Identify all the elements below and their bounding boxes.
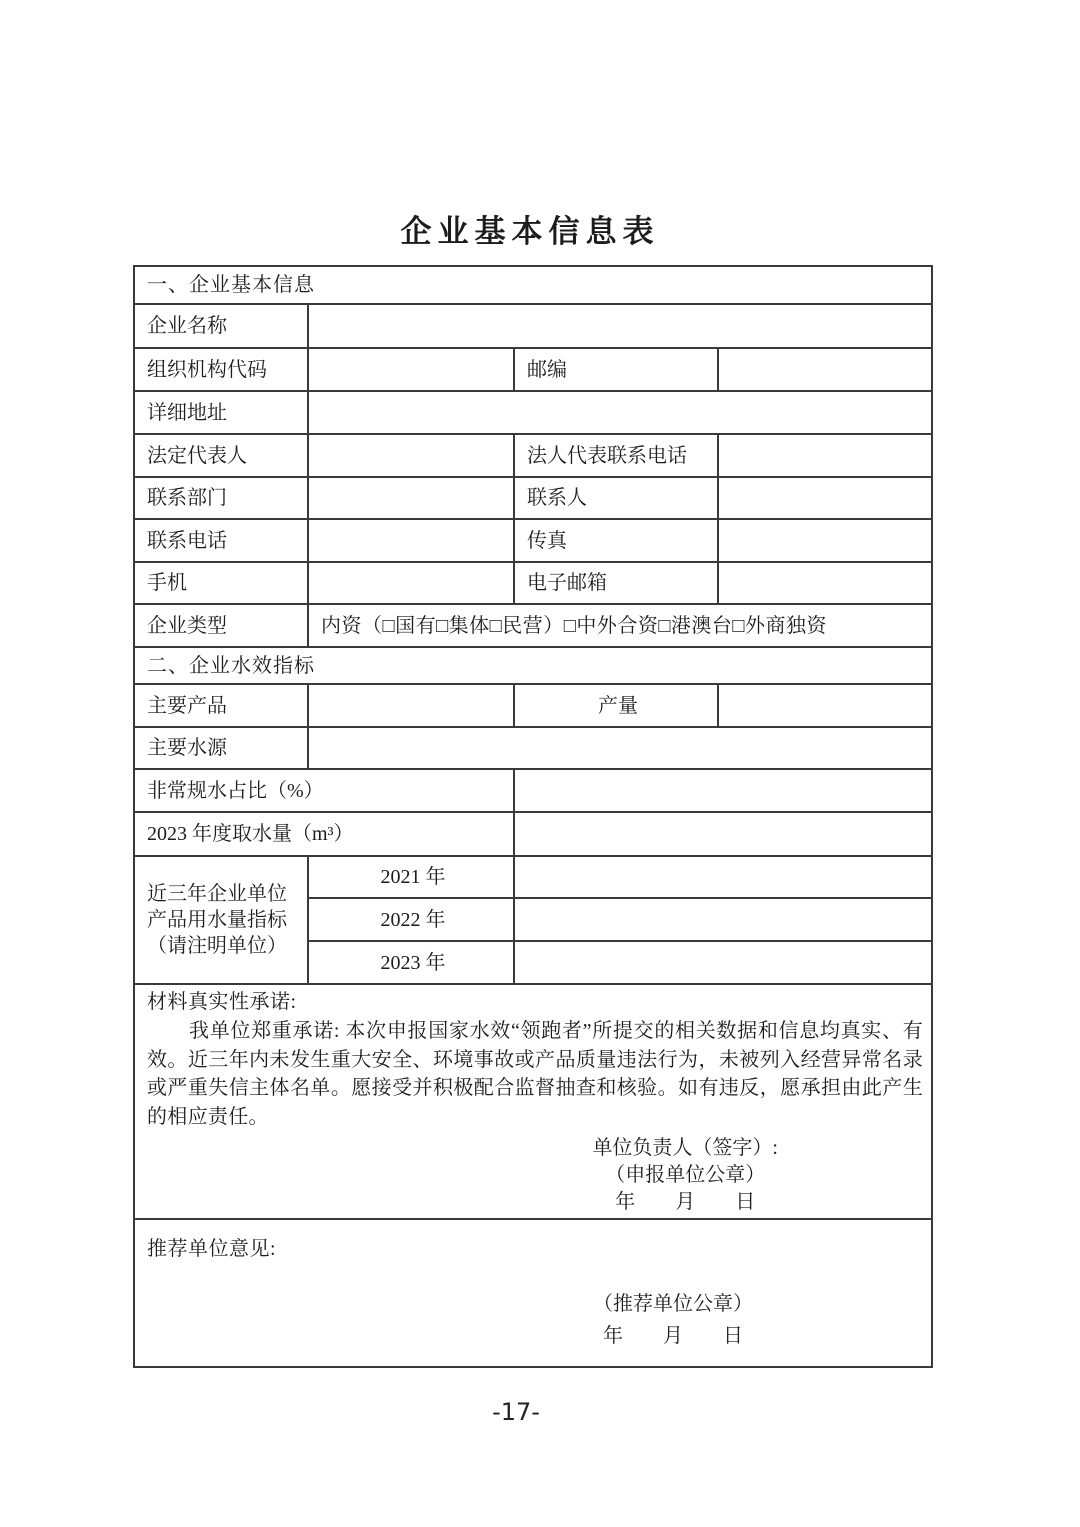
applicant-seal-line: （申报单位公章） [605,1164,766,1187]
contact-person-label: 联系人 [514,477,718,519]
year-2023-label: 2023 年 [308,941,514,984]
unconventional-water-ratio-value-cell [514,769,932,812]
commitment-title: 材料真实性承诺: [147,991,297,1013]
table-row [134,727,932,769]
fax-label: 传真 [514,519,718,562]
year-2021-value-cell [514,856,932,898]
water-intake-2023-label: 2023 年度取水量（m³） [134,812,514,856]
email-value-cell [718,562,932,604]
page-title: 企业基本信息表 [400,214,660,249]
table-row [134,684,932,727]
year-2023-value-cell [514,941,932,984]
address-value-cell [308,391,932,434]
main-water-source-value-cell [308,727,932,769]
output-value-cell [718,684,932,727]
table-row [134,856,932,898]
recommender-seal-line: （推荐单位公章） [593,1293,753,1316]
company-type-options: 内资（□国有□集体□民营）□中外合资□港澳台□外商独资 [308,604,932,647]
contact-phone-label: 联系电话 [134,519,308,562]
org-code-value-cell [308,348,514,391]
table-row [134,769,932,812]
contact-person-value-cell [718,477,932,519]
recommendation-row [134,1219,932,1367]
unconventional-water-ratio-label: 非常规水占比（%） [134,769,514,812]
table-row [134,348,932,391]
main-product-label: 主要产品 [134,684,308,727]
address-label: 详细地址 [134,391,308,434]
year-2022-value-cell [514,898,932,941]
recommendation-date-line: 年 月 日 [603,1325,743,1348]
recommendation-signature-block [593,1288,753,1352]
org-code-label: 组织机构代码 [134,348,308,391]
water-intake-2023-value-cell [514,812,932,856]
section2-header-row [134,647,932,684]
commitment-signature-block [592,1135,778,1216]
year-2022-label: 2022 年 [308,898,514,941]
company-name-label: 企业名称 [134,304,308,348]
table-row [134,304,932,348]
contact-dept-value-cell [308,477,514,519]
table-row [134,434,932,477]
legal-rep-value-cell [308,434,514,477]
section1-header: 一、企业基本信息 [134,266,932,304]
commitment-row [134,984,932,1219]
section1-header-row [134,266,932,304]
commitment-date-line: 年 月 日 [615,1191,756,1214]
table-row [134,391,932,434]
contact-dept-label: 联系部门 [134,477,308,519]
table-row [134,519,932,562]
mobile-label: 手机 [134,562,308,604]
main-water-source-label: 主要水源 [134,727,308,769]
page-number: -17- [492,1398,540,1426]
three-year-index-label-line1: 近三年企业单位 [147,883,287,905]
year-2021-label: 2021 年 [308,856,514,898]
legal-rep-phone-value-cell [718,434,932,477]
table-row [134,477,932,519]
commitment-body: 我单位郑重承诺: 本次申报国家水效“领跑者”所提交的相关数据和信息均真实、有效。近三年内未发生重大安全、环境事故或产品质量违法行为，未被列入经营异常名录或严重失信主体名单。愿接受并积极配合监督抽查和核验。如有违反，愿承担由此产生的相应责任。 [147,1020,923,1128]
company-type-label: 企业类型 [134,604,308,647]
three-year-index-label [134,856,308,984]
mobile-value-cell [308,562,514,604]
table-row [134,812,932,856]
legal-rep-phone-label: 法人代表联系电话 [514,434,718,477]
company-name-value-cell [308,304,932,348]
section2-header: 二、企业水效指标 [134,647,932,684]
legal-rep-label: 法定代表人 [134,434,308,477]
contact-phone-value-cell [308,519,514,562]
table-row [134,604,932,647]
three-year-index-label-line3: （请注明单位） [147,935,287,957]
main-product-value-cell [308,684,514,727]
recommendation-cell [134,1219,932,1367]
postal-code-value-cell [718,348,932,391]
postal-code-label: 邮编 [514,348,718,391]
output-label: 产量 [514,684,718,727]
three-year-index-label-line2: 产品用水量指标 [147,909,287,931]
commitment-cell [134,984,932,1219]
recommendation-title: 推荐单位意见: [147,1238,277,1261]
fax-value-cell [718,519,932,562]
signer-line: 单位负责人（签字）: [592,1137,778,1160]
email-label: 电子邮箱 [514,562,718,604]
table-row [134,562,932,604]
enterprise-info-table [133,265,933,1368]
